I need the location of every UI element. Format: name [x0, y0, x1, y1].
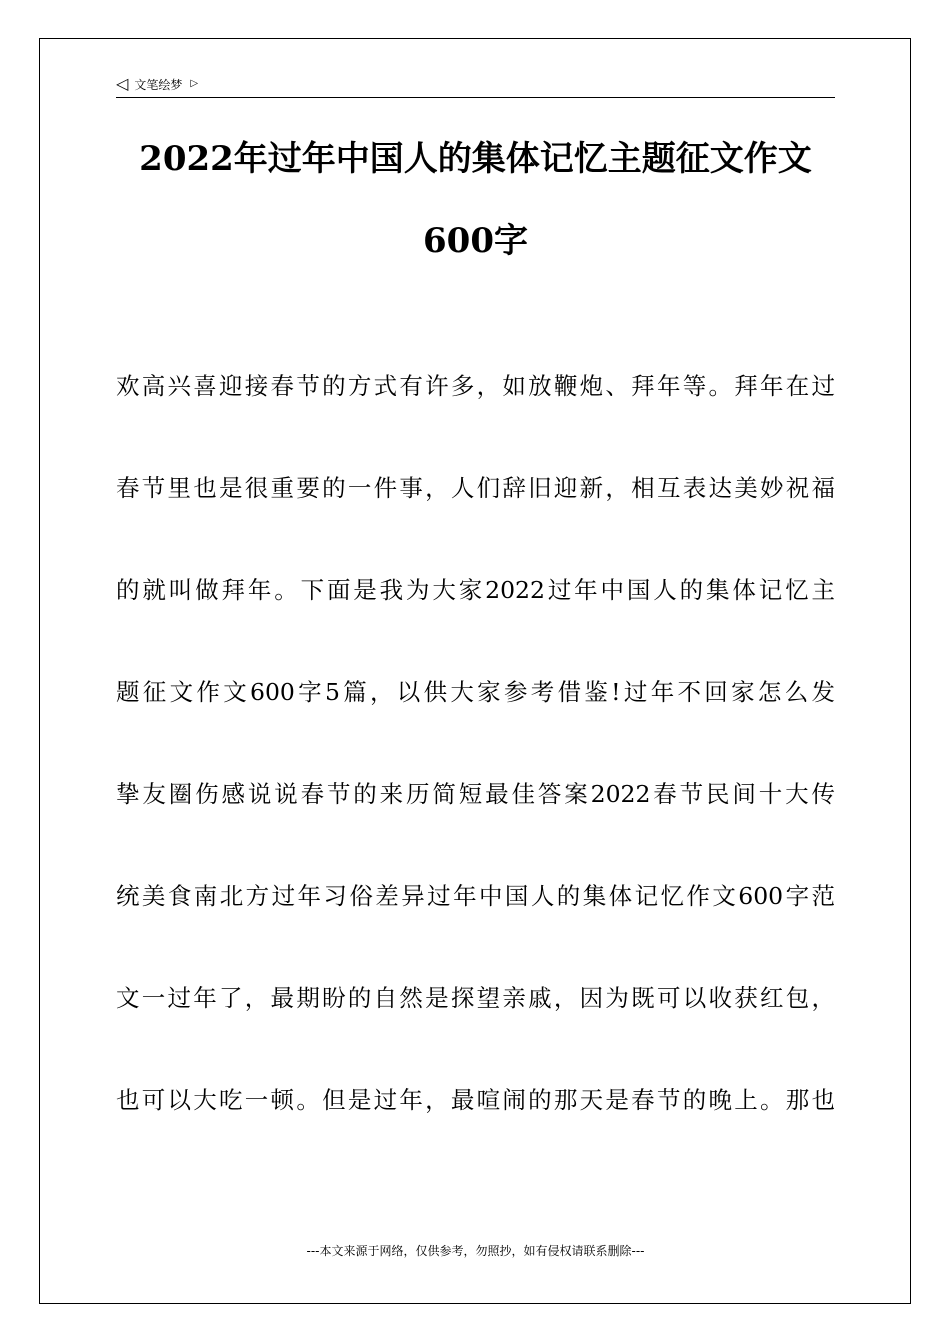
right-triangle-icon: ▷ [190, 78, 199, 89]
title-line-2: 600字 [423, 221, 528, 261]
document-title [116, 118, 835, 282]
body-line: 题征文作文600字5篇，以供大家参考借鉴!过年不回家怎么发 [116, 678, 835, 706]
body-line: 文一过年了，最期盼的自然是探望亲戚，因为既可以收获红包， [116, 984, 835, 1012]
document-header [116, 72, 198, 96]
body-line: 欢高兴喜迎接春节的方式有许多，如放鞭炮、拜年等。拜年在过 [116, 372, 835, 400]
body-line: 挚友圈伤感说说春节的来历简短最佳答案2022春节民间十大传 [116, 780, 835, 808]
body-text [116, 358, 835, 1174]
body-line: 春节里也是很重要的一件事，人们辞旧迎新，相互表达美妙祝福 [116, 474, 835, 502]
title-line-1: 2022年过年中国人的集体记忆主题征文作文 [139, 139, 812, 179]
footer-disclaimer: ---本文来源于网络，仅供参考，勿照抄，如有侵权请联系删除--- [306, 1244, 645, 1258]
left-triangle-icon: ◁ [116, 74, 129, 93]
body-line: 的就叫做拜年。下面是我为大家2022过年中国人的集体记忆主 [116, 576, 835, 604]
body-line: 统美食南北方过年习俗差异过年中国人的集体记忆作文600字范 [116, 882, 835, 910]
header-label: 文笔绘梦 [134, 77, 183, 92]
body-line: 也可以大吃一顿。但是过年，最喧闹的那天是春节的晚上。那也 [116, 1086, 835, 1114]
header-divider [116, 97, 835, 98]
